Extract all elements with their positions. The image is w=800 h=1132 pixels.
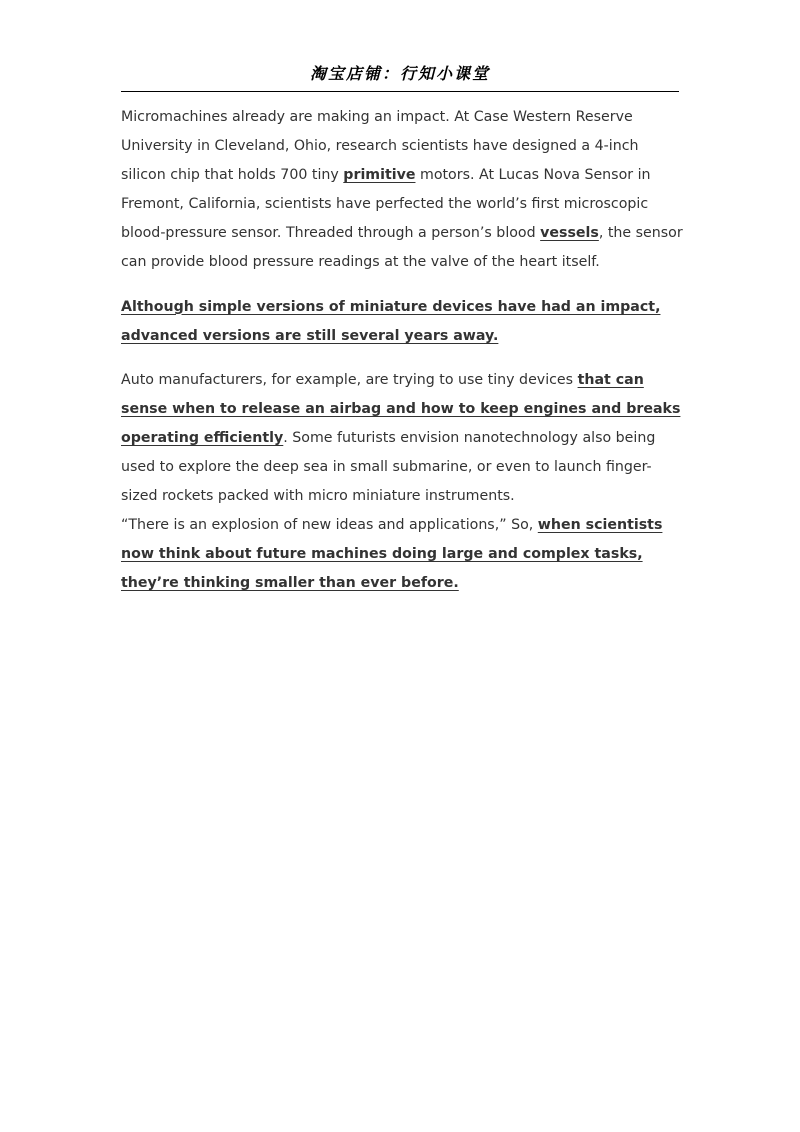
highlighted-sentence: Although simple versions of miniature devices have had an impact, advanced versions are still several years away. bbox=[121, 298, 661, 344]
keyword-vessels: vessels bbox=[540, 225, 599, 242]
text-run: “There is an explosion of new ideas and applications,” So, bbox=[121, 517, 538, 534]
highlighted-phrase: that can sense when to release an airbag and how to keep engines and breaks operating efficiently bbox=[121, 371, 681, 446]
highlighted-phrase: when scientists now think about future machines doing large and complex tasks, they’re thinking smaller than ever before. bbox=[121, 517, 663, 592]
paragraph-explosion-of-ideas bbox=[121, 511, 683, 598]
paragraph-auto-manufacturers bbox=[121, 366, 683, 511]
text-run: Micromachines already are making an impact. At Case Western Reserve University in Cleveland, Ohio, research scientists have designed a 4-inch silicon chip that holds 700 tiny bbox=[121, 109, 639, 184]
text-run: . Some futurists envision nanotechnology also being used to explore the deep sea in small submarine, or even to launch finger-sized rockets packed with micro miniature instruments. bbox=[121, 429, 656, 505]
paragraph-advanced-versions bbox=[121, 293, 683, 351]
text-run: Auto manufacturers, for example, are trying to use tiny devices bbox=[121, 371, 578, 388]
page-header bbox=[121, 62, 679, 92]
header-title: 淘宝店铺：行知小课堂 bbox=[309, 64, 490, 83]
document-body bbox=[121, 103, 683, 599]
paragraph-micromachines bbox=[121, 103, 683, 278]
text-run: motors. At Lucas Nova Sensor in Fremont, California, scientists have perfected the world’s first microscopic blood-pressure sensor. Threaded through a person’s blood bbox=[121, 167, 651, 242]
text-run: , the sensor can provide blood pressure readings at the valve of the heart itself. bbox=[121, 225, 683, 271]
keyword-primitive: primitive bbox=[343, 167, 416, 184]
